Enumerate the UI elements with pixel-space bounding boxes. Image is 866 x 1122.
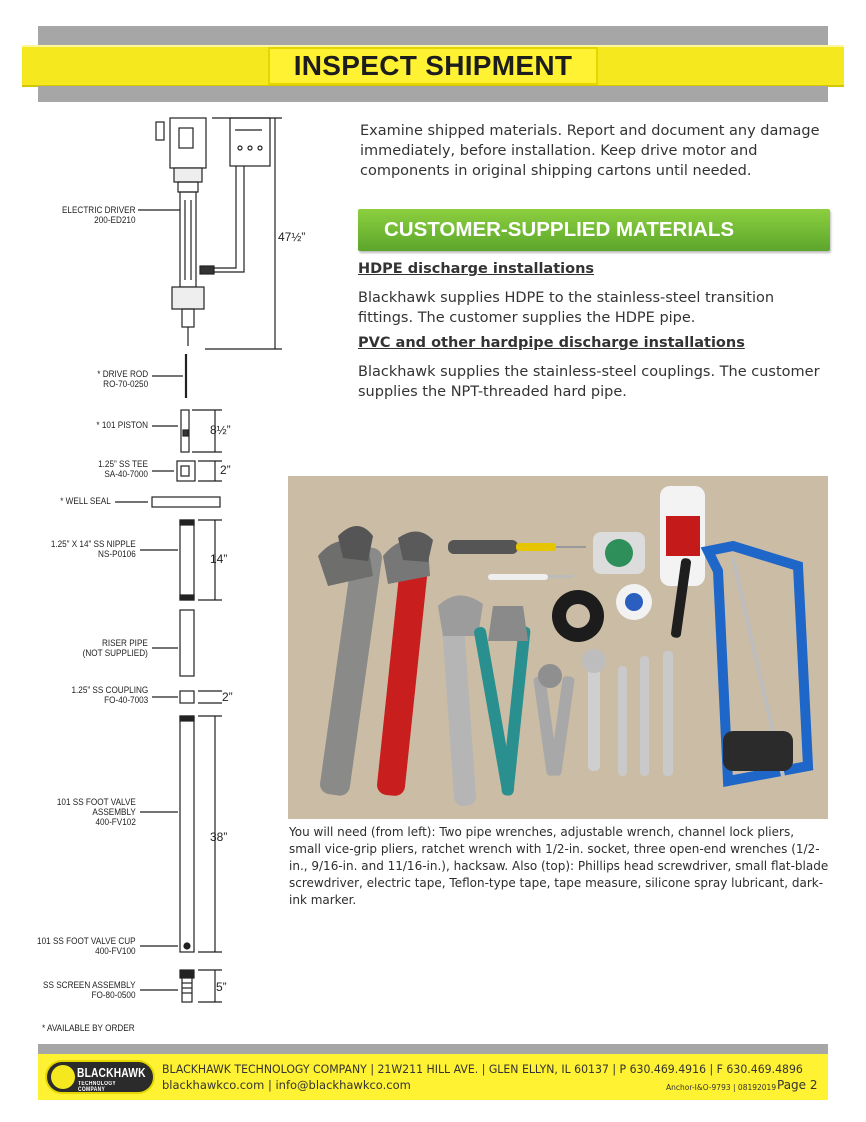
intro-paragraph: Examine shipped materials. Report and document any damage immediately, before installation. Keep drive motor and components in original shipping cartons until needed.	[360, 123, 820, 179]
ratchet-wrench	[588, 661, 600, 771]
header-band-top	[38, 26, 828, 46]
open-end-wrench-1	[618, 666, 627, 776]
feather-icon	[51, 1065, 75, 1089]
logo-name: BLACKHAWK	[77, 1066, 146, 1080]
footer-band	[38, 1054, 828, 1100]
dim-2-coupling: 2”	[222, 690, 233, 704]
label-well-seal: * WELL SEAL	[60, 496, 111, 507]
pvc-body: Blackhawk supplies the stainless-steel couplings. The customer supplies the NPT-threaded hard pipe.	[358, 364, 820, 400]
pump-assembly-diagram	[0, 110, 306, 1010]
hdpe-heading: HDPE discharge installations	[358, 261, 595, 277]
dim-2-tee: 2”	[220, 463, 231, 477]
label-riser-pipe: RISER PIPE (NOT SUPPLIED)	[82, 638, 148, 659]
tools-illustration	[288, 476, 828, 819]
footer-band-top	[38, 1044, 828, 1054]
pvc-heading: PVC and other hardpipe discharge installations	[358, 335, 745, 351]
label-drive-rod: * DRIVE ROD RO-70-0250	[97, 369, 148, 390]
footer-web-contact: blackhawkco.com | info@blackhawkco.com	[162, 1078, 411, 1092]
label-ss-coupling: 1.25” SS COUPLING FO-40-7003	[71, 685, 148, 706]
hdpe-body: Blackhawk supplies HDPE to the stainless-steel transition fittings. The customer supplies the HDPE pipe.	[358, 290, 775, 326]
header-band-bottom	[38, 86, 828, 102]
dim-14: 14”	[210, 552, 228, 566]
page-title: INSPECT SHIPMENT	[268, 47, 598, 85]
label-ss-nipple: 1.25” X 14” SS NIPPLE NS-P0106	[51, 539, 136, 560]
label-electric-driver: ELECTRIC DRIVER 200-ED210	[62, 205, 136, 226]
label-foot-valve-assembly: 101 SS FOOT VALVE ASSEMBLY 400-FV102	[56, 797, 136, 828]
label-foot-valve-cup: 101 SS FOOT VALVE CUP 400-FV100	[37, 936, 136, 957]
footer-doc-ref: Anchor-I&O-9793 | 08192019	[666, 1083, 777, 1092]
pump-assembly-drawing	[0, 110, 300, 1010]
dim-47-5: 47½”	[278, 230, 306, 244]
label-piston: * 101 PISTON	[96, 420, 148, 431]
label-ss-tee: 1.25” SS TEE SA-40-7000	[98, 459, 148, 480]
blackhawk-logo	[45, 1060, 155, 1094]
tools-photo	[288, 476, 828, 819]
page-number: Page 2	[777, 1078, 818, 1092]
customer-materials-title: CUSTOMER-SUPPLIED MATERIALS	[384, 218, 735, 241]
footer-address: BLACKHAWK TECHNOLOGY COMPANY | 21W211 HILL AVE. | GLEN ELLYN, IL 60137 | P 630.469.4916 | F 630.469.4896	[162, 1062, 803, 1076]
logo-subtitle: TECHNOLOGY COMPANY	[78, 1081, 116, 1093]
dim-8-5: 8½”	[210, 423, 231, 437]
available-by-order-note: * AVAILABLE BY ORDER	[42, 1023, 135, 1034]
open-end-wrench-2	[640, 656, 649, 776]
dim-38: 38”	[210, 830, 228, 844]
label-ss-screen: SS SCREEN ASSEMBLY FO-80-0500	[43, 980, 136, 1001]
open-end-wrench-3	[663, 651, 673, 776]
photo-caption: You will need (from left): Two pipe wrenches, adjustable wrench, channel lock pliers, small vice-grip pliers, ratchet wrench with 1/2-in. socket, three open-end wrenches (1/2-in., 9/16-in. and 11/16-in.), hacksaw. Also (top): Phillips head screwdriver, small flat-blade screwdriver, electric tape, Teflon-type tape, tape measure, silicone spray lubricant, dark-ink marker.	[289, 825, 829, 907]
dim-5: 5”	[216, 980, 227, 994]
